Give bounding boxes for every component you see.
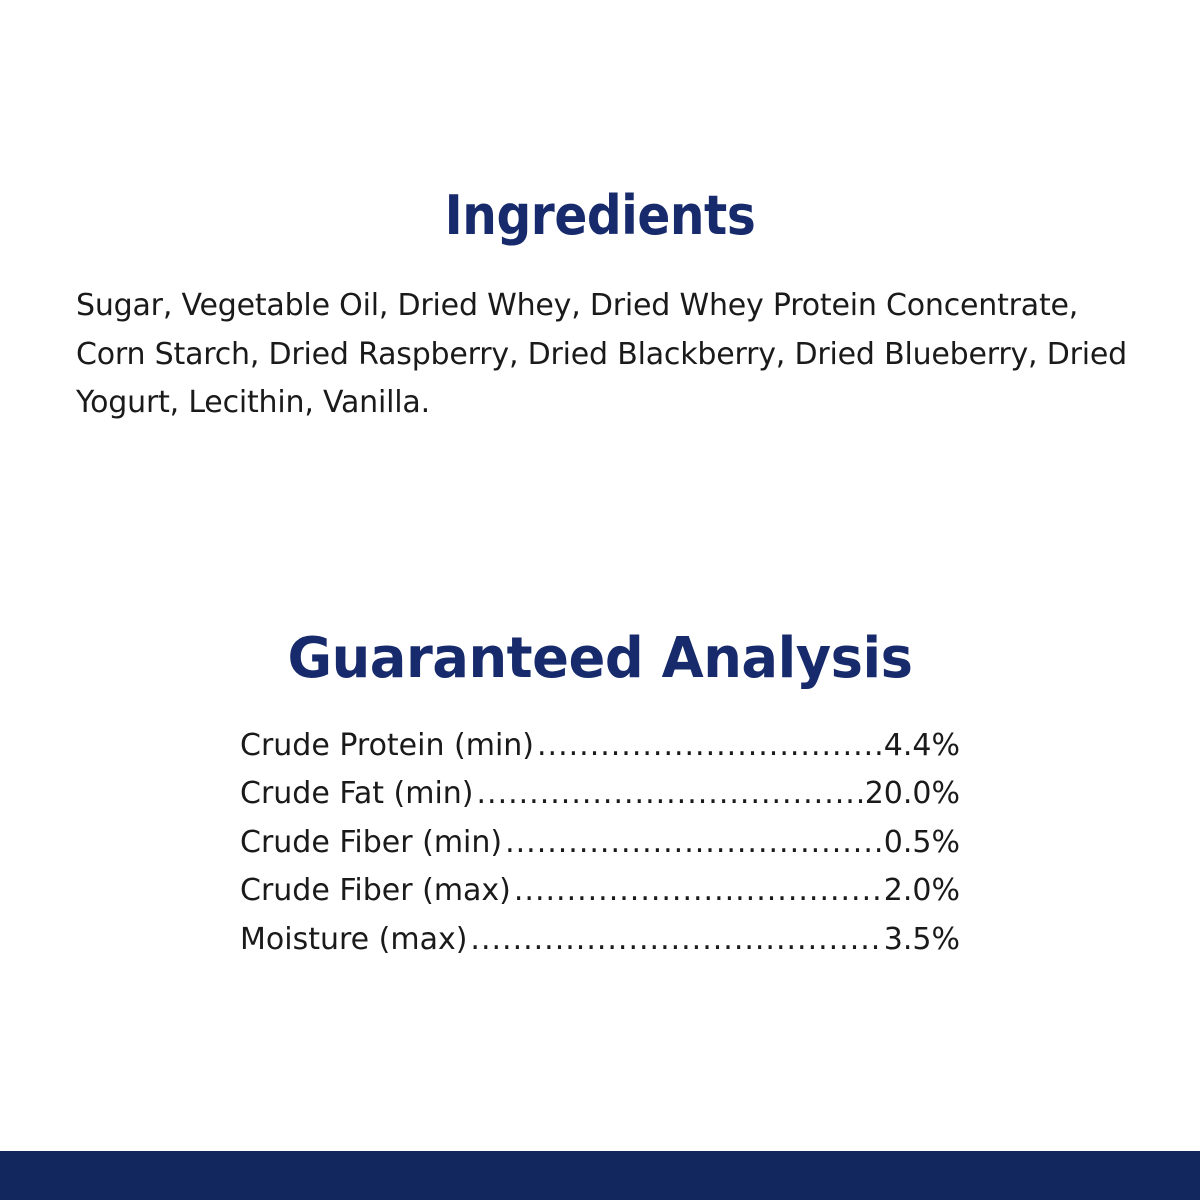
analysis-value: 4.4% — [883, 728, 960, 763]
analysis-label: Crude Fiber (min) — [240, 824, 503, 860]
analysis-row — [240, 867, 960, 915]
analysis-label: Moisture (max) — [240, 921, 468, 957]
bottom-color-bar — [0, 1151, 1200, 1200]
analysis-row — [240, 722, 960, 770]
guaranteed-analysis-title: Guaranteed Analysis — [287, 626, 913, 691]
analysis-value: 3.5% — [883, 921, 960, 957]
ingredients-title: Ingredients — [444, 184, 756, 247]
analysis-row — [240, 819, 960, 867]
dot-leader — [514, 867, 881, 915]
analysis-label: Crude Fiber (max) — [240, 873, 511, 909]
analysis-value: 0.5% — [883, 824, 960, 860]
dot-leader — [505, 819, 881, 867]
analysis-row — [240, 916, 960, 964]
analysis-label: Crude Protein (min) — [240, 728, 535, 763]
analysis-value: 20.0% — [864, 776, 960, 812]
analysis-value: 2.0% — [883, 873, 960, 909]
dot-leader — [470, 916, 880, 964]
ingredients-list: Sugar, Vegetable Oil, Dried Whey, Dried Whey Protein Concentrate, Corn Starch, Dried Raspberry, Dried Blackberry, Dried Blueberry, Dried Yogurt, Lecithin, Vanilla. — [76, 288, 1127, 420]
analysis-row — [240, 770, 960, 818]
dot-leader — [477, 770, 862, 818]
analysis-label: Crude Fat (min) — [240, 776, 474, 812]
guaranteed-analysis-table — [240, 722, 960, 964]
dot-leader — [537, 722, 881, 770]
